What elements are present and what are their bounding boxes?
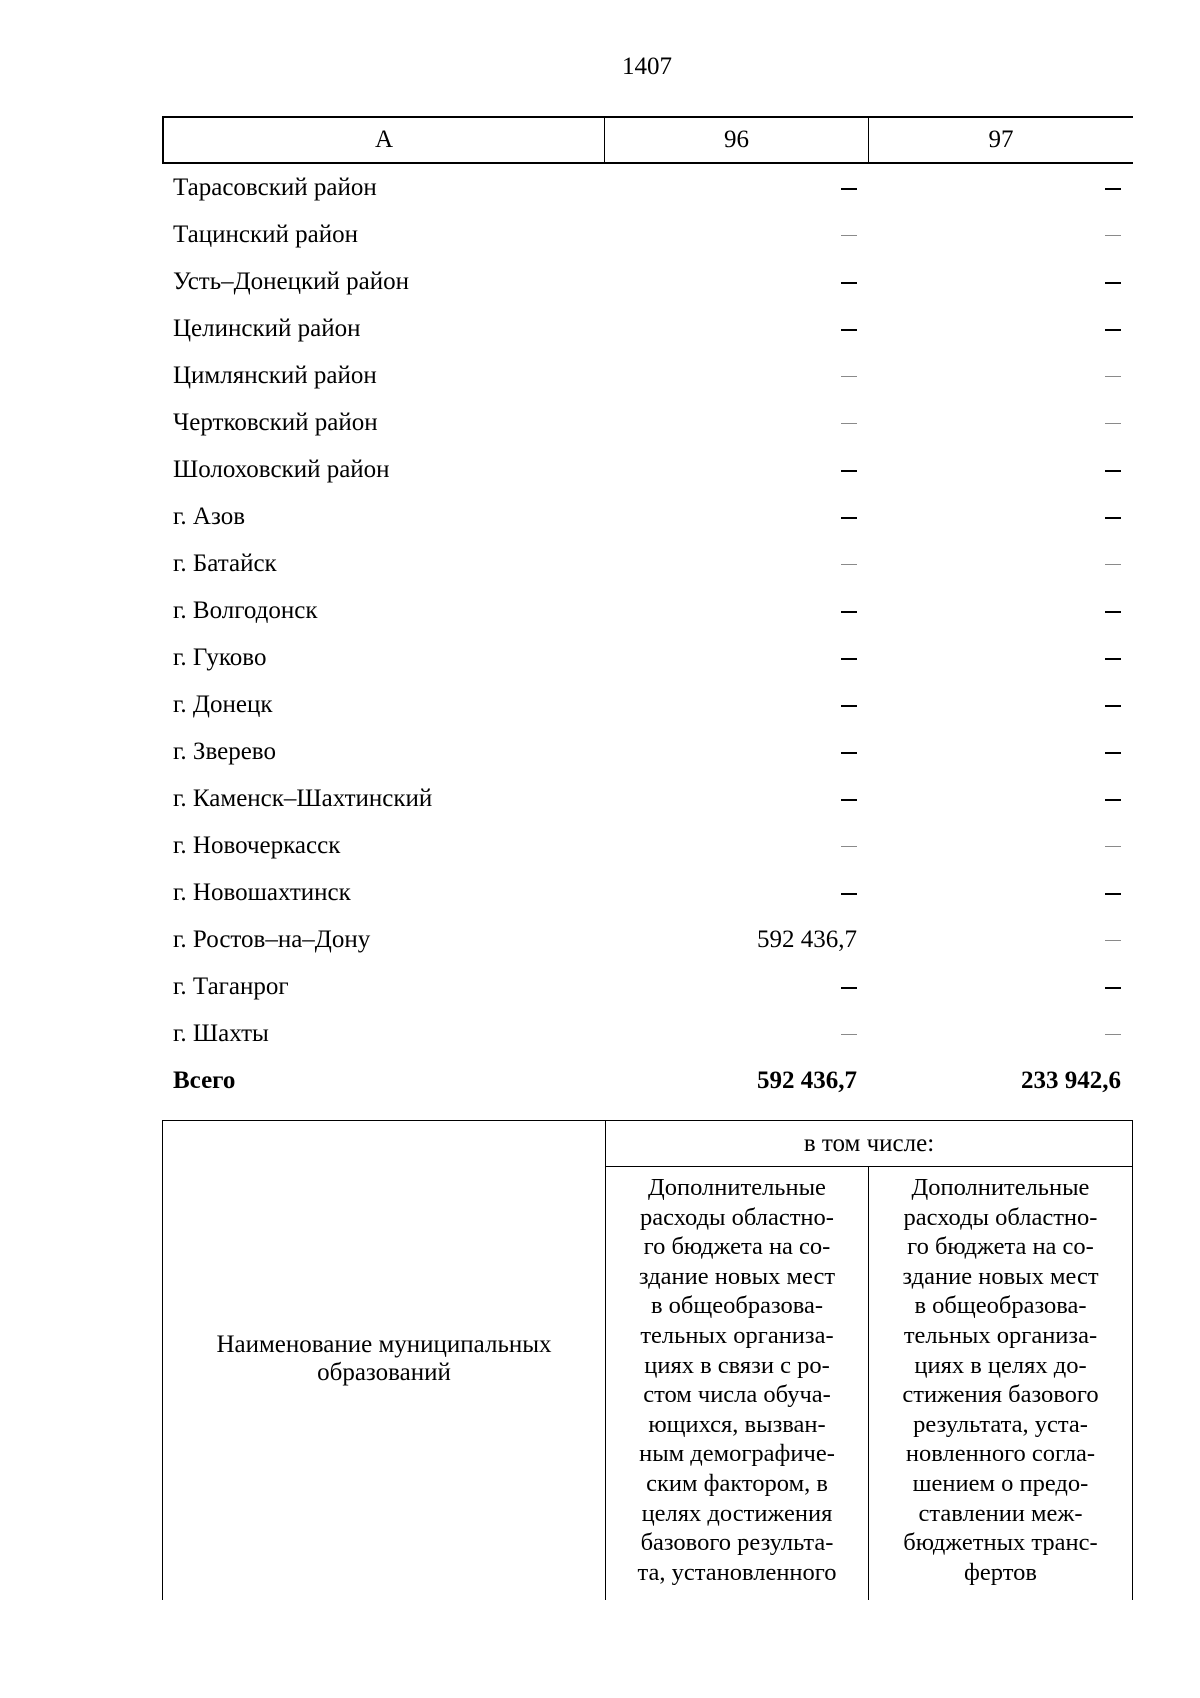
cell-dash	[867, 315, 1131, 343]
row-name: г. Батайск	[173, 549, 277, 577]
header-col-97: 97	[988, 126, 1014, 153]
header-text-line: го бюджета на со-	[643, 1233, 831, 1261]
cell-dash	[603, 597, 867, 625]
table-row	[162, 352, 1133, 399]
table-row	[162, 305, 1133, 352]
header-text-line: го бюджета на со-	[907, 1233, 1094, 1261]
cell-dash	[867, 221, 1131, 249]
dash-mark	[841, 1034, 857, 1035]
total-label: Всего	[173, 1066, 236, 1094]
dash-mark	[1105, 893, 1121, 895]
cell-dash	[603, 409, 867, 437]
row-name: г. Донецк	[173, 690, 273, 718]
header-text-line: бюджетных транс-	[903, 1529, 1098, 1557]
dash-mark	[1105, 188, 1121, 190]
total-value-97: 233 942,6	[1021, 1066, 1121, 1094]
table-row	[162, 446, 1133, 493]
dash-mark	[841, 799, 857, 801]
table-row	[162, 963, 1133, 1010]
cell-dash	[603, 691, 867, 719]
cell-dash	[603, 315, 867, 343]
header-text-line: Дополнительные	[911, 1174, 1090, 1201]
dash-mark	[841, 893, 857, 895]
dash-mark	[1105, 987, 1121, 989]
table-row	[162, 399, 1133, 446]
dash-mark	[1105, 376, 1121, 377]
header-text-line: тельных организа-	[640, 1321, 834, 1349]
dash-mark	[841, 517, 857, 519]
header-municipality-name: Наименование муниципальных образований	[163, 1121, 606, 1600]
dash-mark	[841, 188, 857, 190]
table-row	[162, 493, 1133, 540]
row-name: Тацинский район	[173, 220, 358, 248]
dash-mark	[1105, 799, 1121, 801]
header-text-line: новленного согла-	[905, 1440, 1096, 1468]
cell-dash	[867, 1020, 1131, 1048]
header-text-line: расходы областно-	[903, 1203, 1098, 1231]
cell-dash	[603, 832, 867, 860]
cell-value: 592 436,7	[757, 925, 857, 953]
dash-mark	[1105, 470, 1121, 472]
header-text-line: циях в целях до-	[914, 1351, 1087, 1379]
cell-dash	[867, 550, 1131, 578]
cell-dash	[603, 268, 867, 296]
table-row	[162, 822, 1133, 869]
header-text-line: ным демографиче-	[639, 1440, 835, 1468]
row-name: г. Шахты	[173, 1019, 269, 1047]
header-text-line: в общеобразова-	[650, 1292, 824, 1320]
cell-dash	[603, 362, 867, 390]
cell-dash	[867, 409, 1131, 437]
header-text-line: шением о предо-	[912, 1469, 1089, 1497]
header-text-line: стом числа обуча-	[643, 1381, 831, 1409]
header-text-line: тельных организа-	[903, 1321, 1098, 1349]
header-text-line: фертов	[964, 1558, 1037, 1586]
cell-dash	[603, 785, 867, 813]
header-text-line: та, установленного	[637, 1558, 837, 1586]
row-name: г. Таганрог	[173, 972, 289, 1000]
cell-dash	[867, 691, 1131, 719]
dash-mark	[1105, 1034, 1121, 1035]
table-row	[162, 587, 1133, 634]
cell-dash	[867, 832, 1131, 860]
table-row	[162, 681, 1133, 728]
dash-mark	[1105, 658, 1121, 660]
dash-mark	[841, 611, 857, 613]
header-text-line: здание новых мест	[638, 1262, 836, 1290]
table-row	[162, 164, 1133, 211]
header-text-line: здание новых мест	[902, 1262, 1099, 1290]
header-text-line: ставлении меж-	[918, 1499, 1083, 1527]
dash-mark	[841, 752, 857, 754]
dash-mark	[841, 470, 857, 472]
table-header-next	[162, 1120, 1133, 1600]
cell-dash	[603, 456, 867, 484]
row-name: Шолоховский район	[173, 455, 390, 483]
row-name: Усть–Донецкий район	[173, 267, 410, 295]
row-name: г. Ростов–на–Дону	[173, 925, 371, 953]
total-row	[162, 1057, 1133, 1104]
cell-dash	[867, 456, 1131, 484]
cell-dash	[603, 973, 867, 1001]
cell-dash	[867, 973, 1131, 1001]
header-text-line: ским фактором, в	[646, 1469, 828, 1497]
cell-dash	[603, 221, 867, 249]
dash-mark	[841, 376, 857, 377]
dash-mark	[841, 282, 857, 284]
dash-mark	[841, 846, 857, 847]
table-row	[162, 728, 1133, 775]
cell-dash	[603, 174, 867, 202]
header-text-line: стижения базового	[902, 1381, 1099, 1409]
header-text-line: Дополнительные	[648, 1174, 826, 1201]
cell-dash	[867, 879, 1131, 907]
header-subcolumn-2	[869, 1167, 1132, 1600]
table-row	[162, 1010, 1133, 1057]
dash-mark	[841, 564, 857, 565]
cell-dash	[867, 738, 1131, 766]
header-text-line: базового результа-	[640, 1529, 834, 1557]
row-name: Цимлянский район	[173, 361, 377, 389]
cell-dash	[867, 785, 1131, 813]
dash-mark	[1105, 423, 1121, 424]
dash-mark	[1105, 235, 1121, 236]
cell-dash	[867, 362, 1131, 390]
header-text-line: целях достижения	[641, 1499, 833, 1527]
table-body	[162, 164, 1133, 1104]
dash-mark	[841, 423, 857, 424]
cell-dash	[867, 644, 1131, 672]
dash-mark	[1105, 705, 1121, 707]
table-header-continuation	[162, 116, 1133, 164]
table-row	[162, 869, 1133, 916]
header-text-line: расходы областно-	[640, 1203, 834, 1231]
row-name: Целинский район	[173, 314, 361, 342]
dash-mark	[1105, 752, 1121, 754]
cell-dash	[867, 503, 1131, 531]
dash-mark	[841, 658, 857, 660]
header-group-including: в том числе:	[606, 1121, 1132, 1167]
dash-mark	[841, 987, 857, 989]
cell-dash	[603, 738, 867, 766]
dash-mark	[841, 329, 857, 331]
dash-mark	[1105, 940, 1121, 941]
cell-dash	[603, 503, 867, 531]
row-name: г. Азов	[173, 502, 246, 530]
header-text-line: ющихся, вызван-	[648, 1410, 826, 1438]
cell-dash	[867, 926, 1131, 954]
header-text-line: результата, уста-	[913, 1410, 1088, 1438]
dash-mark	[1105, 517, 1121, 519]
dash-mark	[1105, 611, 1121, 613]
cell-dash	[867, 174, 1131, 202]
row-name: г. Новошахтинск	[173, 878, 351, 906]
table-row	[162, 540, 1133, 587]
cell-dash	[603, 550, 867, 578]
dash-mark	[1105, 564, 1121, 565]
header-subcolumn-1	[606, 1167, 869, 1600]
row-name: г. Зверево	[173, 737, 276, 765]
table-row	[162, 258, 1133, 305]
dash-mark	[841, 235, 857, 236]
header-text-line: в общеобразова-	[914, 1292, 1087, 1320]
row-name: г. Волгодонск	[173, 596, 318, 624]
table-row	[162, 211, 1133, 258]
table-row	[162, 916, 1133, 963]
dash-mark	[1105, 329, 1121, 331]
dash-mark	[1105, 282, 1121, 284]
total-value-96: 592 436,7	[757, 1066, 857, 1094]
header-col-96: 96	[605, 118, 869, 162]
header-text-line: циях в связи с ро-	[644, 1351, 830, 1379]
header-col-a: А	[164, 118, 605, 162]
row-name: Чертковский район	[173, 408, 378, 436]
page-number: 1407	[622, 53, 672, 80]
table-row	[162, 775, 1133, 822]
cell-dash	[603, 644, 867, 672]
cell-dash	[867, 597, 1131, 625]
dash-mark	[841, 705, 857, 707]
row-name: г. Каменск–Шахтинский	[173, 784, 433, 812]
cell-dash	[603, 879, 867, 907]
table-row	[162, 634, 1133, 681]
cell-dash	[603, 1020, 867, 1048]
cell-dash	[867, 268, 1131, 296]
row-name: г. Новочеркасск	[173, 831, 341, 859]
row-name: Тарасовский район	[173, 173, 377, 201]
dash-mark	[1105, 846, 1121, 847]
row-name: г. Гуково	[173, 643, 267, 671]
